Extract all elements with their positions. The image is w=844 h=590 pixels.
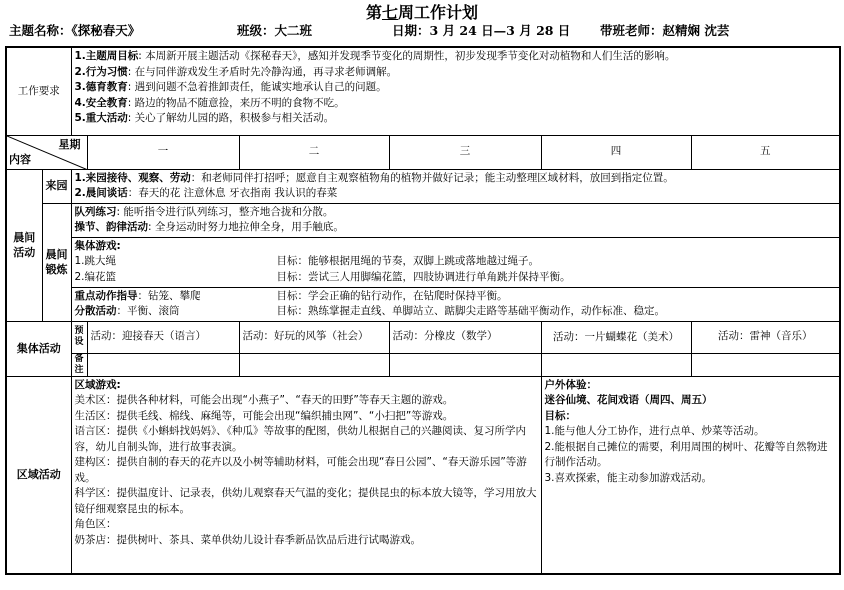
corner-content-label: 内容	[9, 153, 31, 166]
day-header-fri: 五	[691, 135, 840, 169]
area-line: 生活区：提供毛线、棉线、麻绳等，可能会出现“编织捕虫网”、“小扫把”等游戏。	[74, 409, 454, 422]
area-games-content: 区域游戏: 美术区：提供各种材料，可能会出现“小燕子”、“春天的田野”等春天主题的游戏。 生活区：提供毛线、棉线、麻绳等，可能会出现“编织捕虫网”、“小扫把”等游戏。 语言区：提供《小蝌蚪找妈妈》、《种瓜》等故事的配图，供幼儿根据自己的兴趣阅读、复习所学内容，幼儿自制头饰，进行故事表演。 建构区：提供自制的春天的花卉以及小树等辅助材料，可能会出现“春日公园”、“春天游乐园”等游戏。 科学区：提供温度计、记录表，供幼儿观察春天气温的变化；提供昆虫的标本放大镜等，学习用放大镜仔细观察昆虫的标本。 角色区： 奶茶店：提供树叶、茶具、菜单供幼儿设计春季新品饮品后进行试喝游戏。	[71, 376, 541, 574]
day-header-mon: 一	[87, 135, 239, 169]
note-label: 备注	[71, 353, 87, 376]
weekly-plan-table	[5, 46, 841, 575]
class-value: 大二班	[274, 23, 313, 38]
requirement-item: 2.行为习惯: 在与同伴游戏发生矛盾时先冷静沟通，再寻求老师调解。	[74, 65, 398, 78]
corner-weekday-label: 星期	[58, 137, 81, 151]
group-activity-wed: 活动：分橡皮（数学）	[389, 321, 541, 353]
page-title: 第七周工作计划	[365, 3, 479, 22]
outdoor-goal: 3.喜欢探索，能主动参加游戏活动。	[544, 471, 713, 484]
requirement-item: 5.重大活动: 关心了解幼儿园的路，积极参与相关活动。	[74, 112, 335, 124]
game-row: 2.编花篮 目标：尝试三人用脚编花篮，四肢协调进行单角跳并保持平衡。	[74, 270, 571, 283]
group-activity-label: 集体活动	[6, 321, 71, 376]
morning-exercise-label: 晨间锻炼	[42, 203, 71, 321]
note-cell-tue	[239, 353, 389, 376]
group-activity-thu: 活动：一片蝴蝶花（美术）	[541, 321, 691, 353]
area-line: 美术区：提供各种材料，可能会出现“小燕子”、“春天的田野”等春天主题的游戏。	[74, 394, 454, 406]
area-activity-label: 区域活动	[6, 376, 71, 574]
class-info: 班级：大二班	[237, 23, 313, 38]
day-header-tue: 二	[239, 135, 389, 169]
area-line: 科学区：提供温度计、记录表，供幼儿观察春天气温的变化；提供昆虫的标本放大镜等，学习用放大镜仔细观察昆虫的标本。	[74, 487, 537, 515]
date-value: 3 月 24 日—3 月 28 日	[429, 23, 571, 38]
theme-info: 主题名称：《探秘春天》	[9, 23, 141, 38]
key-moves-content	[71, 287, 840, 321]
group-games-content: 集体游戏: 1.跳大绳 目标：能够根据甩绳的节奏，双脚上跳或落地越过绳子。 2.编花篮 目标：尝试三人用脚编花篮，四肢协调进行单角跳并保持平衡。	[71, 237, 840, 287]
note-cell-thu	[541, 353, 691, 376]
morning-activity-label: 晨间活动	[6, 169, 42, 321]
requirements-content	[71, 47, 840, 135]
outdoor-experience-content: 户外体验： 迷谷仙境、花间戏语（周四、周五） 目标： 1.能与他人分工协作，进行点单、炒菜等活动。 2.能根据自己摊位的需要，利用周围的树叶、花瓣等自然物进行制作活动。 3.喜欢探索，能主动参加游戏活动。	[541, 376, 840, 574]
day-header-thu: 四	[541, 135, 691, 169]
note-cell-fri	[691, 353, 840, 376]
group-activity-tue: 活动：好玩的风筝（社会）	[239, 321, 389, 353]
teacher-info: 带班老师：赵精娴 沈芸	[600, 23, 730, 38]
note-cell-wed	[389, 353, 541, 376]
theme-value: 《探秘春天》	[71, 23, 141, 38]
outdoor-goal: 2.能根据自己摊位的需要，利用周围的树叶、花瓣等自然物进行制作活动。	[544, 440, 828, 468]
day-header-wed: 三	[389, 135, 541, 169]
requirement-item: 3.德育教育: 遇到问题不急着推卸责任，能诚实地承认自己的问题。	[74, 81, 387, 93]
note-cell-mon	[87, 353, 239, 376]
group-activity-fri: 活动：雷神（音乐）	[691, 321, 840, 353]
requirements-label: 工作要求	[6, 47, 71, 135]
group-activity-mon: 活动：迎接春天（语言）	[87, 321, 239, 353]
requirement-item: 4.安全教育: 路边的物品不随意捡，来历不明的食物不吃。	[74, 96, 345, 109]
key-move-row: 分散活动：平衡、滚筒 目标：熟练掌握走直线、单脚站立、踮脚尖走路等基础平衡动作，动作标准、稳定。	[74, 305, 665, 317]
arrival-content: 1.来园接待、观察、劳动：和老师同伴打招呼；愿意自主观察植物角的植物并做好记录；能主动整理区域材料，放回到指定位置。 2.晨间谈话：春天的花 注意休息 牙衣指南 我认识的春菜	[71, 169, 840, 203]
area-line: 角色区：	[74, 518, 117, 530]
date-info: 日期：3 月 24 日—3 月 28 日	[392, 23, 571, 38]
weekday-corner-cell	[6, 135, 87, 169]
area-line: 语言区：提供《小蝌蚪找妈妈》、《种瓜》等故事的配图，供幼儿根据自己的兴趣阅读、复习所学内容，幼儿自制头饰，进行故事表演。	[74, 425, 526, 453]
preset-label: 预设	[71, 321, 87, 353]
area-line: 建构区：提供自制的春天的花卉以及小树等辅助材料，可能会出现“春日公园”、“春天游乐园”等游戏。	[74, 456, 527, 484]
area-line: 奶茶店：提供树叶、茶具、菜单供幼儿设计春季新品饮品后进行试喝游戏。	[74, 533, 421, 546]
teacher-value: 赵精娴 沈芸	[662, 23, 730, 38]
queue-drill-content: 队列练习: 能听指令进行队列练习，整齐地合拢和分散。 操节、韵律活动: 全身运动时努力地拉伸全身，用手触底。	[71, 203, 840, 237]
game-row: 1.跳大绳 目标：能够根据甩绳的节奏，双脚上跳或落地越过绳子。	[74, 255, 539, 267]
week-number: 七	[381, 3, 398, 22]
requirement-item: 1.主题周目标: 本周新开展主题活动《探秘春天》，感知并发现季节变化的周期性，初步发现季节变化对动植物和人们生活的影响。	[74, 50, 676, 62]
outdoor-goal: 1.能与他人分工协作，进行点单、炒菜等活动。	[544, 425, 765, 437]
key-move-row: 重点动作指导：钻笼、攀爬 目标：学会正确的钻行动作，在钻爬时保持平衡。	[74, 289, 508, 302]
arrival-label: 来园	[42, 169, 71, 203]
